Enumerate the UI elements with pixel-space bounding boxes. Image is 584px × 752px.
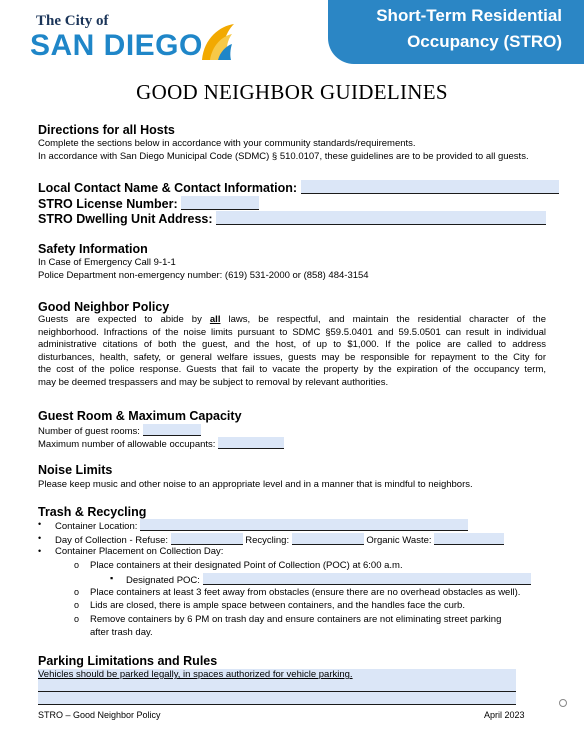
policy-text-l3: administrative citations of both the guest, and the host, of up to $1,000. If the police are called to address bbox=[38, 339, 546, 350]
placement-sub-4b: after trash day. bbox=[90, 627, 153, 638]
footer-left: STRO – Good Neighbor Policy bbox=[38, 710, 161, 720]
placement-label: Container Placement on Collection Day: bbox=[55, 546, 224, 557]
banner-line-1: Short-Term Residential bbox=[376, 6, 562, 25]
policy-text-l2: neighborhood. Infractions of the noise limits pursuant to SDMC §59.5.0401 and 59.5.0501 can result in individual bbox=[38, 326, 546, 338]
designated-poc-field[interactable] bbox=[203, 573, 531, 585]
occupants-label: Maximum number of allowable occupants: bbox=[38, 439, 216, 450]
bullet-square-icon: ▪ bbox=[110, 573, 114, 583]
organic-label: Organic Waste: bbox=[366, 535, 432, 546]
recycling-label: Recycling: bbox=[245, 535, 290, 546]
safety-line-2: Police Department non-emergency number: (619) 531-2000 or (858) 484-3154 bbox=[38, 270, 369, 281]
contact-name-field[interactable] bbox=[301, 180, 559, 194]
directions-line-2: In accordance with San Diego Municipal Code (SDMC) § 510.0107, these guidelines are to be provided to all guests. bbox=[38, 151, 529, 162]
placement-sub-4a: Remove containers by 6 PM on trash day and ensure containers are not eliminating street parking bbox=[90, 614, 502, 625]
trash-heading: Trash & Recycling bbox=[38, 505, 147, 519]
sun-wave-logo-icon bbox=[198, 20, 238, 64]
directions-line-1: Complete the sections below in accordance with your community standards/requirements. bbox=[38, 138, 416, 149]
bullet-circle-icon: o bbox=[74, 614, 80, 624]
document-title: GOOD NEIGHBOR GUIDELINES bbox=[136, 80, 448, 104]
directions-heading: Directions for all Hosts bbox=[38, 123, 175, 137]
refuse-day-field[interactable] bbox=[171, 533, 243, 545]
container-location-field[interactable] bbox=[140, 519, 468, 531]
policy-paragraph bbox=[38, 314, 546, 389]
policy-text-l6: may be deemed trespassers and may be subject to removal by relevant authorities. bbox=[38, 376, 389, 388]
license-row bbox=[38, 196, 259, 211]
placement-sub-2: Place containers at least 3 feet away from obstacles (ensure there are no overhead obstacles as well). bbox=[90, 587, 521, 598]
bullet-circle-icon: o bbox=[74, 600, 80, 610]
footer-right: April 2023 bbox=[484, 710, 525, 720]
policy-text-l1: laws, be respectful, and maintain the residential character of the bbox=[220, 314, 546, 325]
safety-heading: Safety Information bbox=[38, 242, 148, 256]
license-number-field[interactable] bbox=[181, 196, 259, 210]
policy-text-all: all bbox=[209, 314, 221, 325]
dwelling-address-field[interactable] bbox=[216, 211, 546, 225]
rooms-label: Number of guest rooms: bbox=[38, 426, 140, 437]
logo-city-of: The City of bbox=[36, 13, 109, 29]
license-label: STRO License Number: bbox=[38, 197, 178, 211]
policy-text-l5: the cost of the police response. Guests that fail to vacate the property by the expiration of the occupancy term, bbox=[38, 364, 546, 375]
page-marker-icon bbox=[559, 699, 567, 707]
parking-heading: Parking Limitations and Rules bbox=[38, 654, 218, 668]
safety-line-1: In Case of Emergency Call 9-1-1 bbox=[38, 257, 176, 268]
day-refuse-label: Day of Collection - Refuse: bbox=[55, 535, 168, 546]
noise-line: Please keep music and other noise to an appropriate level and in a manner that is mindful to neighbors. bbox=[38, 479, 473, 490]
placement-sub-1: Place containers at their designated Point of Collection (POC) at 6:00 a.m. bbox=[90, 560, 403, 571]
banner-line-2: Occupancy (STRO) bbox=[407, 32, 562, 51]
stro-banner bbox=[328, 0, 584, 64]
contact-name-label: Local Contact Name & Contact Information: bbox=[38, 181, 298, 195]
designated-poc-row bbox=[126, 573, 531, 588]
address-label: STRO Dwelling Unit Address: bbox=[38, 212, 213, 226]
container-location-label: Container Location: bbox=[55, 521, 138, 532]
bullet-dot-icon: • bbox=[38, 519, 42, 529]
occupants-row bbox=[38, 437, 284, 452]
organic-day-field[interactable] bbox=[434, 533, 504, 545]
parking-underline bbox=[38, 691, 516, 692]
capacity-heading: Guest Room & Maximum Capacity bbox=[38, 409, 242, 423]
policy-text-pre: Guests are expected to abide by bbox=[38, 314, 210, 325]
address-row bbox=[38, 211, 546, 226]
bullet-dot-icon: • bbox=[38, 546, 42, 556]
placement-sub-3: Lids are closed, there is ample space between containers, and the handles face the curb. bbox=[90, 600, 465, 611]
guest-rooms-field[interactable] bbox=[143, 424, 201, 436]
noise-heading: Noise Limits bbox=[38, 463, 113, 477]
max-occupants-field[interactable] bbox=[218, 437, 284, 449]
policy-heading: Good Neighbor Policy bbox=[38, 300, 170, 314]
policy-text-l4: disturbances, health, safety, or general welfare issues, guests may be responsible for repayment to the City for bbox=[38, 351, 546, 363]
parking-line: Vehicles should be parked legally, in spaces authorized for vehicle parking. bbox=[38, 669, 353, 680]
logo-san-diego: SAN DIEGO bbox=[30, 29, 203, 62]
contact-name-row bbox=[38, 180, 559, 195]
bullet-circle-icon: o bbox=[74, 587, 80, 597]
container-location-row bbox=[55, 519, 468, 534]
bullet-dot-icon: • bbox=[38, 533, 42, 543]
recycling-day-field[interactable] bbox=[292, 533, 364, 545]
bullet-circle-icon: o bbox=[74, 560, 80, 570]
parking-underline bbox=[38, 704, 516, 705]
designated-poc-label: Designated POC: bbox=[126, 575, 200, 586]
